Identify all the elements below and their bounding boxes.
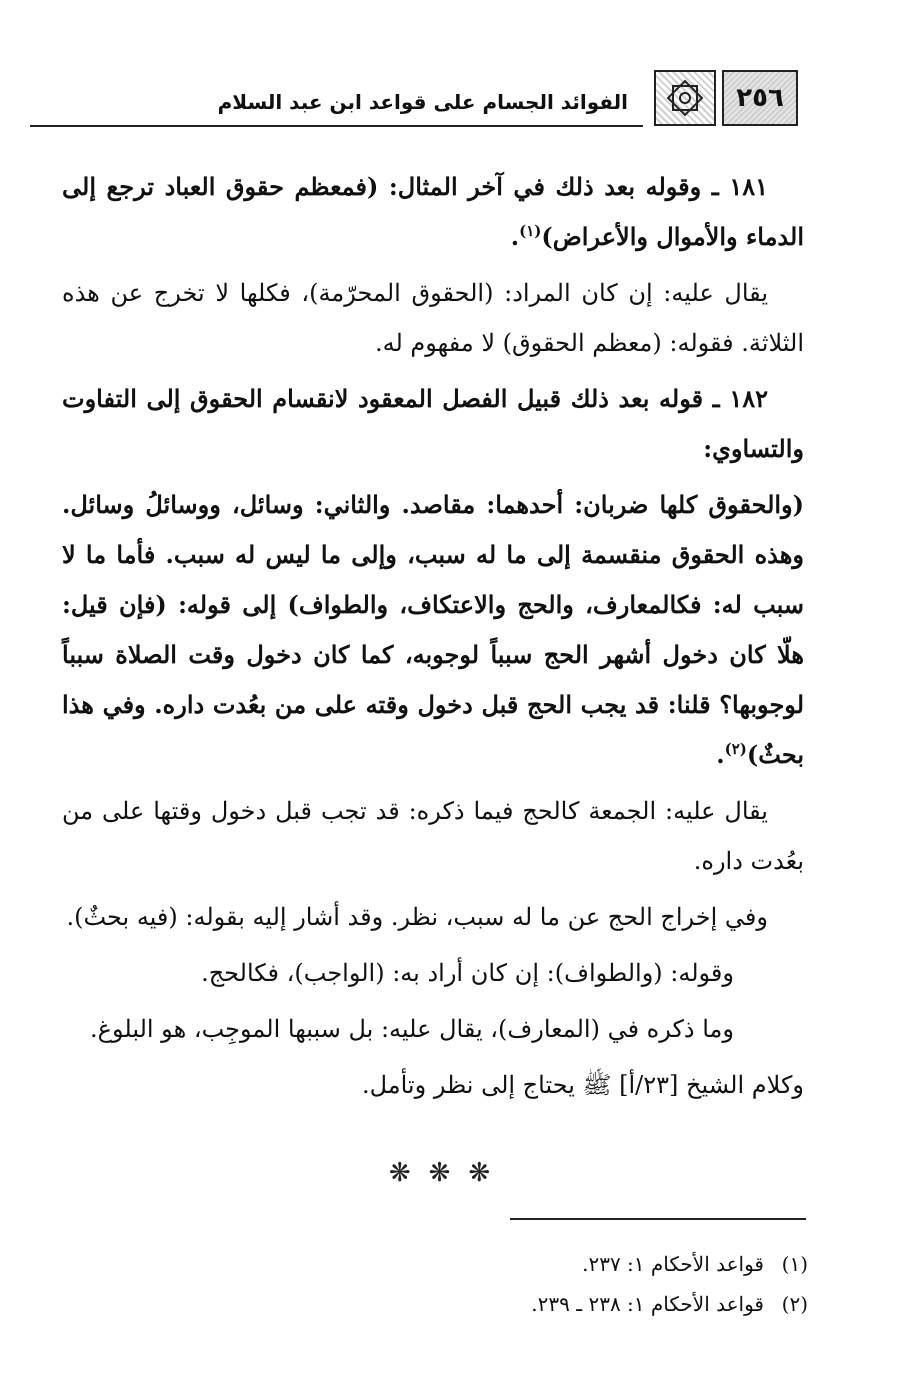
- paragraph: وما ذكره في (المعارف)، يقال عليه: بل سببها الموجِب، هو البلوغ.: [90, 1015, 734, 1043]
- footnotes: [300, 1244, 808, 1324]
- page-number: ٢٥٦: [722, 70, 798, 126]
- paragraph: وقوله: (والطواف): إن كان أراد به: (الواجب)، فكالحج.: [201, 959, 734, 987]
- geometric-star-ornament-icon: [654, 70, 716, 126]
- footnote-ref-1[interactable]: (١): [519, 222, 542, 240]
- footnote-text: قواعد الأحكام ١: ٢٣٧.: [582, 1252, 764, 1276]
- running-title: الفوائد الجسام على قواعد ابن عبد السلام: [217, 90, 628, 114]
- text-body: [62, 162, 804, 1116]
- footnote-number: (١): [781, 1252, 808, 1276]
- paragraph: وفي إخراج الحج عن ما له سبب، نظر. وقد أشار إليه بقوله: (فيه بحثٌ).: [66, 903, 768, 931]
- header-rule: [30, 125, 643, 127]
- footnote-1: [300, 1244, 808, 1284]
- section-divider: ❋❋❋: [388, 1158, 509, 1188]
- footnote-text: قواعد الأحكام ١: ٢٣٨ ـ ٢٣٩.: [531, 1292, 764, 1316]
- footnote-number: (٢): [781, 1292, 808, 1316]
- footnote-ref-2[interactable]: (٢): [724, 740, 747, 758]
- paragraph: وكلام الشيخ [٢٣/أ] ﷺ يحتاج إلى نظر وتأمل.: [361, 1071, 804, 1099]
- paragraph-182: ١٨٢ ـ قوله بعد ذلك قبيل الفصل المعقود لانقسام الحقوق إلى التفاوت والتساوي:: [62, 384, 804, 463]
- paragraph: يقال عليه: إن كان المراد: (الحقوق المحرّمة)، فكلها لا تخرج عن هذه الثلاثة. فقوله: (معظم الحقوق) لا مفهوم له.: [62, 279, 804, 357]
- footnote-rule: [510, 1218, 806, 1220]
- paragraph: يقال عليه: الجمعة كالحج فيما ذكره: قد تجب قبل دخول وقتها على من بعُدت داره.: [62, 797, 804, 875]
- footnote-2: [300, 1284, 808, 1324]
- paragraph-181: ١٨١ ـ وقوله بعد ذلك في آخر المثال: (فمعظم حقوق العباد ترجع إلى الدماء والأموال والأعراض)$^{(١)}$.: [62, 172, 804, 251]
- quoted-passage: (والحقوق كلها ضربان: أحدهما: مقاصد. والثاني: وسائل، ووسائلُ وسائل. وهذه الحقوق منقسمة إلى ما له سبب، وإلى ما ليس له سبب. فأما ما لا سبب له: فكالمعارف، والحج والاعتكاف، والطواف) إلى قوله: (فإن قيل: هلّا كان دخول أشهر الحج سبباً لوجوبه، كما كان دخول وقت الصلاة سبباً لوجوبها؟ قلنا: قد يجب الحج قبل دخول وقته على من بعُدت داره. وفي هذا بحثٌ)$^{(٢)}$.: [62, 490, 804, 769]
- page-header: [30, 70, 798, 128]
